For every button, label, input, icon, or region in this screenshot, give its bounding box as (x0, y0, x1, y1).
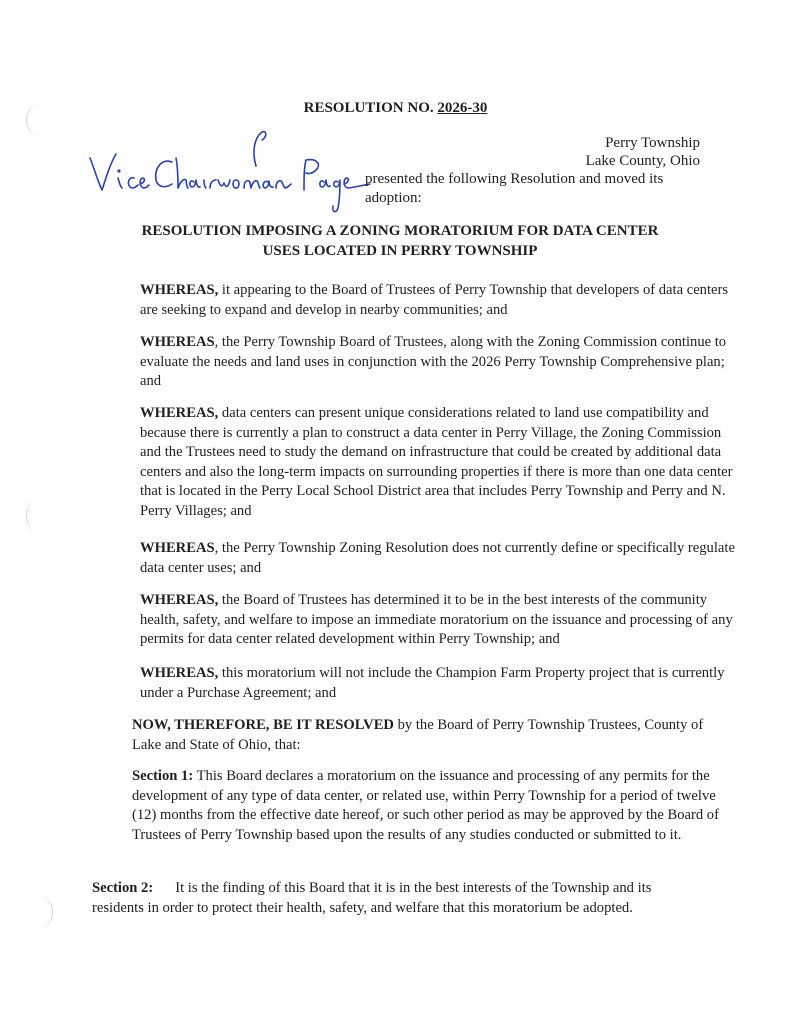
whereas-paragraph (92, 664, 742, 703)
title-line: USES LOCATED IN PERRY TOWNSHIP (262, 243, 538, 259)
resolution-number: 2026-30 (437, 100, 488, 116)
section-1-paragraph (92, 767, 734, 845)
resolved-paragraph (92, 716, 734, 755)
whereas-paragraph (92, 539, 742, 578)
punch-hole-mark (26, 896, 53, 928)
section-text: This Board declares a moratorium on the issuance and processing of any permits for the development of any type of data center, or related use, within Perry Township for a period of twelve (12) months from the effective date hereof, or such other period as may be approved by the Board of Trustees of Perry Township based upon the results of any studies conducted or submitted to it. (132, 768, 719, 843)
title-line: RESOLUTION IMPOSING A ZONING MORATORIUM FOR DATA CENTER (141, 223, 659, 239)
resolution-prefix: RESOLUTION NO. (303, 100, 434, 116)
paragraph-text: , the Perry Township Board of Trustees, along with the Zoning Commission continue to evaluate the needs and land uses in conjunction with the 2026 Perry Township Comprehensive plan; and (140, 334, 727, 389)
paragraph-lead: WHEREAS, (140, 665, 219, 681)
whereas-paragraph (92, 404, 742, 521)
section-label: Section 1: (132, 768, 194, 784)
resolution-number-heading (0, 100, 791, 117)
presented-statement: presented the following Resolution and moved its adoption: (365, 171, 664, 206)
handwritten-signature (86, 128, 376, 218)
whereas-paragraph (92, 281, 742, 320)
location-block (586, 134, 700, 170)
paragraph-text: , the Perry Township Zoning Resolution does not currently define or specifically regulate data center uses; and (140, 540, 735, 576)
whereas-paragraph (92, 333, 742, 392)
paragraph-lead: WHEREAS (140, 540, 215, 556)
paragraph-text: it appearing to the Board of Trustees of Perry Township that developers of data centers are seeking to expand and develop in nearby communities; and (140, 282, 729, 318)
section-label: Section 2: (92, 880, 154, 896)
paragraph-lead: WHEREAS, (140, 592, 219, 608)
resolution-title (100, 221, 700, 261)
whereas-paragraph (92, 591, 742, 650)
paragraph-text: data centers can present unique considerations related to land use compatibility and because there is currently a plan to construct a data center in Perry Village, the Zoning Commission and the Trustees need to study the demand on infrastructure that could be created by additional data centers and also the long-term impacts on surrounding properties if there is more than one data center that is located in the Perry Local School District area that includes Perry Township and Perry and N. Perry Villages; and (140, 405, 733, 519)
township-name: Perry Township (605, 135, 700, 151)
paragraph-text: the Board of Trustees has determined it to be in the best interests of the community health, safety, and welfare to impose an immediate moratorium on the issuance and processing of any permits for data center related development within Perry Township; and (140, 592, 733, 647)
paragraph-lead: WHEREAS, (140, 405, 219, 421)
punch-hole-mark (26, 500, 53, 532)
paragraph-text: this moratorium will not include the Champion Farm Property project that is currently under a Purchase Agreement; and (140, 665, 725, 701)
county-state: Lake County, Ohio (585, 153, 700, 169)
section-text: It is the finding of this Board that it is in the best interests of the Township and its residents in order to protect their health, safety, and welfare that this moratorium be adopted. (92, 880, 652, 916)
paragraph-lead: WHEREAS, (140, 282, 219, 298)
section-2-paragraph (92, 879, 694, 918)
paragraph-lead: NOW, THEREFORE, BE IT RESOLVED (132, 717, 394, 733)
paragraph-text: by the Board of Perry Township Trustees, County of Lake and State of Ohio, that: (132, 717, 704, 753)
paragraph-lead: WHEREAS (140, 334, 215, 350)
